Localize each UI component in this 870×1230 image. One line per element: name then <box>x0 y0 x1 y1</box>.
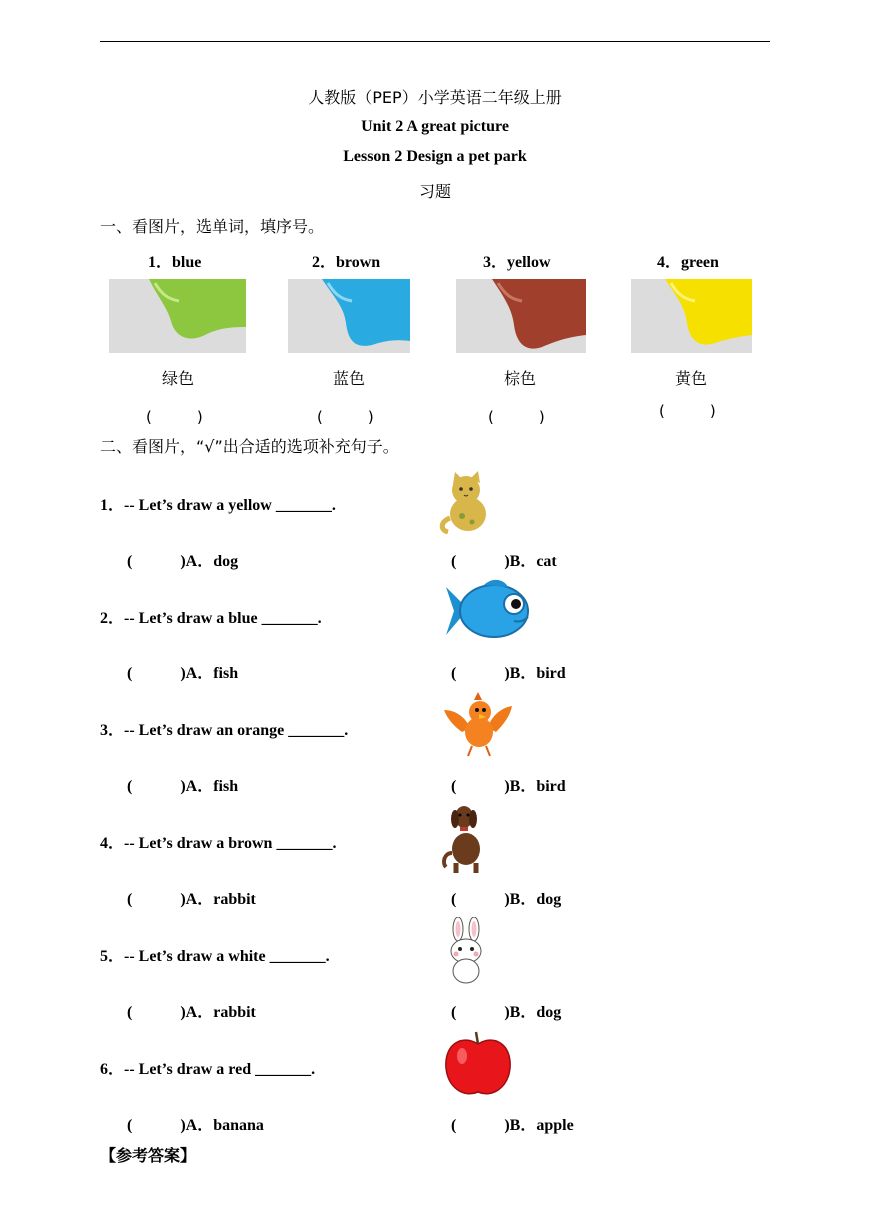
book-title: 人教版（PEP）小学英语二年级上册 <box>308 88 562 107</box>
unit-title: Unit 2 A great picture <box>361 118 509 135</box>
chinese-green: 绿色 <box>161 369 194 388</box>
bird-picture <box>442 692 514 760</box>
rabbit-picture <box>442 917 490 985</box>
brown-paint-swatch <box>456 279 586 353</box>
cat-picture <box>438 470 494 534</box>
chinese-brown: 棕色 <box>503 369 536 388</box>
answer-blank-4[interactable]: ( ) <box>659 402 716 420</box>
q4-option-a[interactable]: ( )A．rabbit <box>127 891 256 908</box>
answer-key-heading: 【参考答案】 <box>100 1146 197 1165</box>
q1-option-a[interactable]: ( )A．dog <box>127 553 239 570</box>
word-green: 4．green <box>657 254 719 271</box>
word-blue: 1．blue <box>148 254 202 271</box>
dog-picture <box>440 803 488 875</box>
green-paint-swatch <box>109 279 246 353</box>
q6-option-a[interactable]: ( )A．banana <box>127 1117 264 1134</box>
answer-blank-2[interactable]: ( ) <box>317 408 374 426</box>
q4-option-b[interactable]: ( )B．dog <box>451 891 562 908</box>
apple-picture <box>442 1030 514 1100</box>
answer-blank-3[interactable]: ( ) <box>488 408 545 426</box>
blue-paint-swatch <box>288 279 410 353</box>
question-6: 6．-- Let’s draw a red _______. <box>100 1061 316 1078</box>
answer-blank-1[interactable]: ( ) <box>146 408 203 426</box>
q5-option-b[interactable]: ( )B．dog <box>451 1004 562 1021</box>
exercise-label: 习题 <box>418 182 451 201</box>
section2-title: 二、看图片，“√”出合适的选项补充句子。 <box>100 437 399 456</box>
question-1: 1．-- Let’s draw a yellow _______. <box>100 497 336 514</box>
section1-title: 一、看图片，选单词，填序号。 <box>100 217 325 236</box>
question-4: 4．-- Let’s draw a brown _______. <box>100 835 337 852</box>
header-rule <box>100 41 770 42</box>
q6-option-b[interactable]: ( )B．apple <box>451 1117 574 1134</box>
word-brown: 2．brown <box>312 254 381 271</box>
question-2: 2．-- Let’s draw a blue _______. <box>100 610 322 627</box>
q5-option-a[interactable]: ( )A．rabbit <box>127 1004 256 1021</box>
q1-option-b[interactable]: ( )B．cat <box>451 553 557 570</box>
q3-option-b[interactable]: ( )B．bird <box>451 778 566 795</box>
word-yellow: 3．yellow <box>483 254 551 271</box>
q2-option-a[interactable]: ( )A．fish <box>127 665 239 682</box>
chinese-blue: 蓝色 <box>332 369 365 388</box>
question-5: 5．-- Let’s draw a white _______. <box>100 948 330 965</box>
fish-picture <box>444 577 534 647</box>
lesson-title: Lesson 2 Design a pet park <box>343 148 527 165</box>
chinese-yellow: 黄色 <box>674 369 707 388</box>
yellow-paint-swatch <box>631 279 752 353</box>
q3-option-a[interactable]: ( )A．fish <box>127 778 239 795</box>
question-3: 3．-- Let’s draw an orange _______. <box>100 722 349 739</box>
q2-option-b[interactable]: ( )B．bird <box>451 665 566 682</box>
